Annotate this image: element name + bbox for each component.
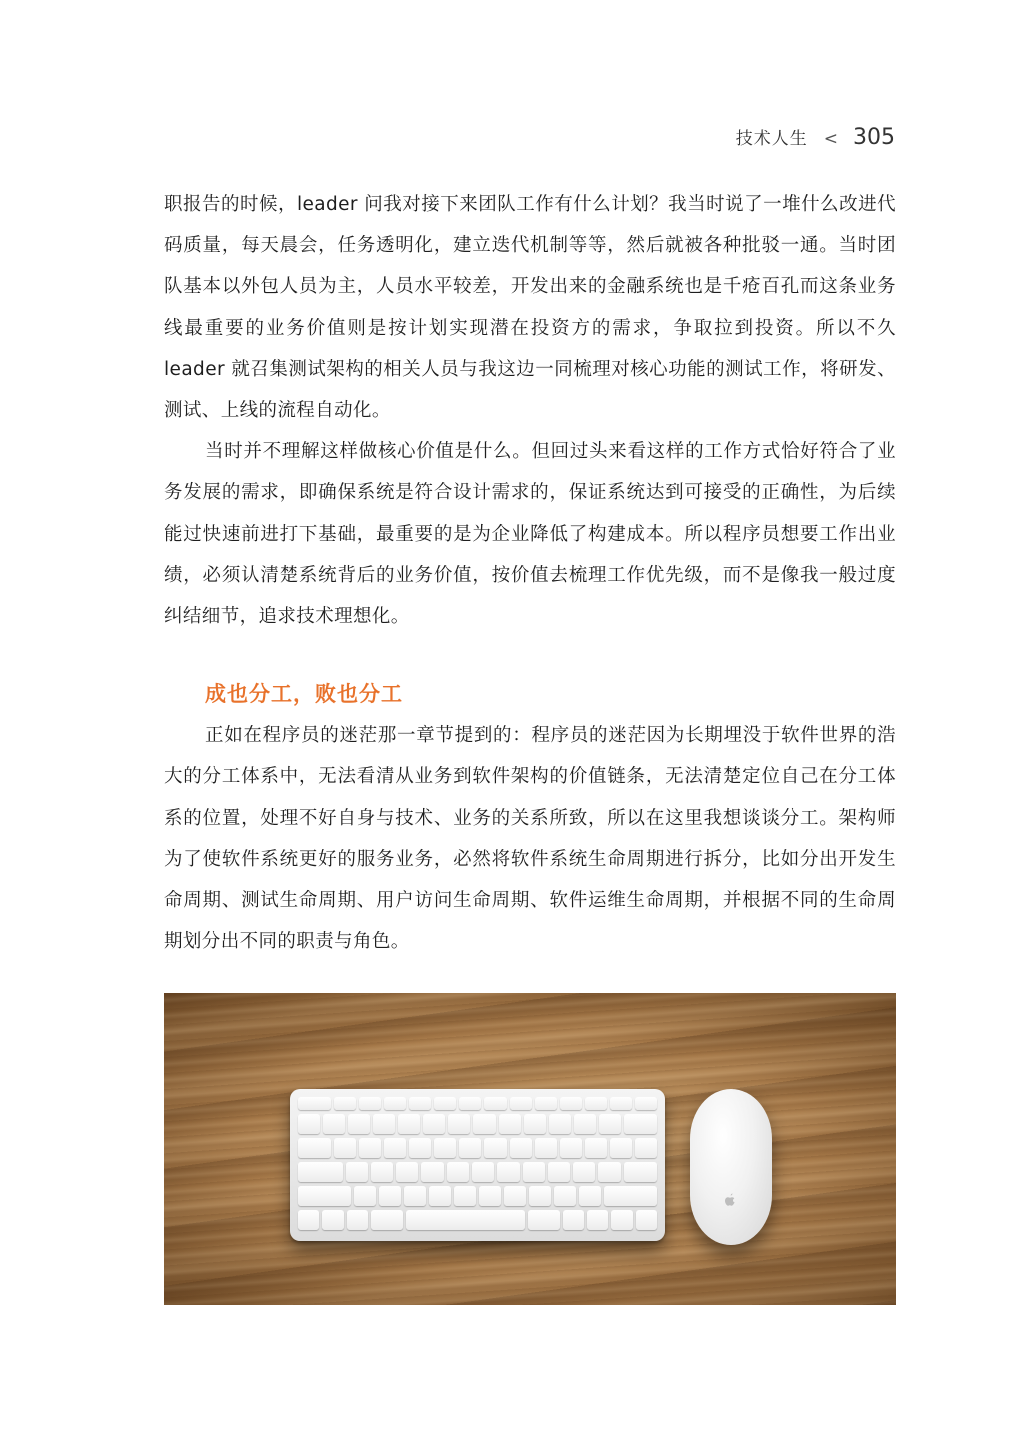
apple-logo-icon (724, 1193, 736, 1206)
section-title: 成也分工，败也分工 (205, 682, 403, 707)
keyboard-illustration (290, 1089, 665, 1241)
header-separator: < (823, 129, 839, 149)
chapter-title: 技术人生 (735, 129, 808, 149)
page-number: 305 (853, 125, 895, 150)
paragraph-2: 当时并不理解这样做核心价值是什么。但回过头来看这样的工作方式恰好符合了业务发展的需求，即确保系统是符合设计需求的，保证系统达到可接受的正确性，为后续能过快速前进打下基础，最重要的是为企业降低了构建成本。所以程序员想要工作出业绩，必须认清楚系统背后的业务价值，按价值去梳理工作优先级，而不是像我一般过度纠结细节，追求技术理想化。 (164, 441, 896, 628)
mouse-illustration (690, 1089, 772, 1245)
page-body (164, 184, 896, 962)
keyboard-mouse-photo (164, 993, 896, 1305)
page-header (736, 124, 895, 150)
paragraph-3: 正如在程序员的迷茫那一章节提到的：程序员的迷茫因为长期埋没于软件世界的浩大的分工体系中，无法看清从业务到软件架构的价值链条，无法清楚定位自己在分工体系的位置，处理不好自身与技术、业务的关系所致，所以在这里我想谈谈分工。架构师为了使软件系统更好的服务业务，必然将软件系统生命周期进行拆分，比如分出开发生命周期、测试生命周期、用户访问生命周期、软件运维生命周期，并根据不同的生命周期划分出不同的职责与角色。 (164, 725, 896, 953)
paragraph-1: 职报告的时候，leader 问我对接下来团队工作有什么计划？我当时说了一堆什么改进代码质量，每天晨会，任务透明化，建立迭代机制等等，然后就被各种批驳一通。当时团队基本以外包人员为主，人员水平较差，开发出来的金融系统也是千疮百孔而这条业务线最重要的业务价值则是按计划实现潜在投资方的需求，争取拉到投资。所以不久 leader 就召集测试架构的相关人员与我这边一同梳理对核心功能的测试工作，将研发、测试、上线的流程自动化。 (164, 194, 896, 422)
